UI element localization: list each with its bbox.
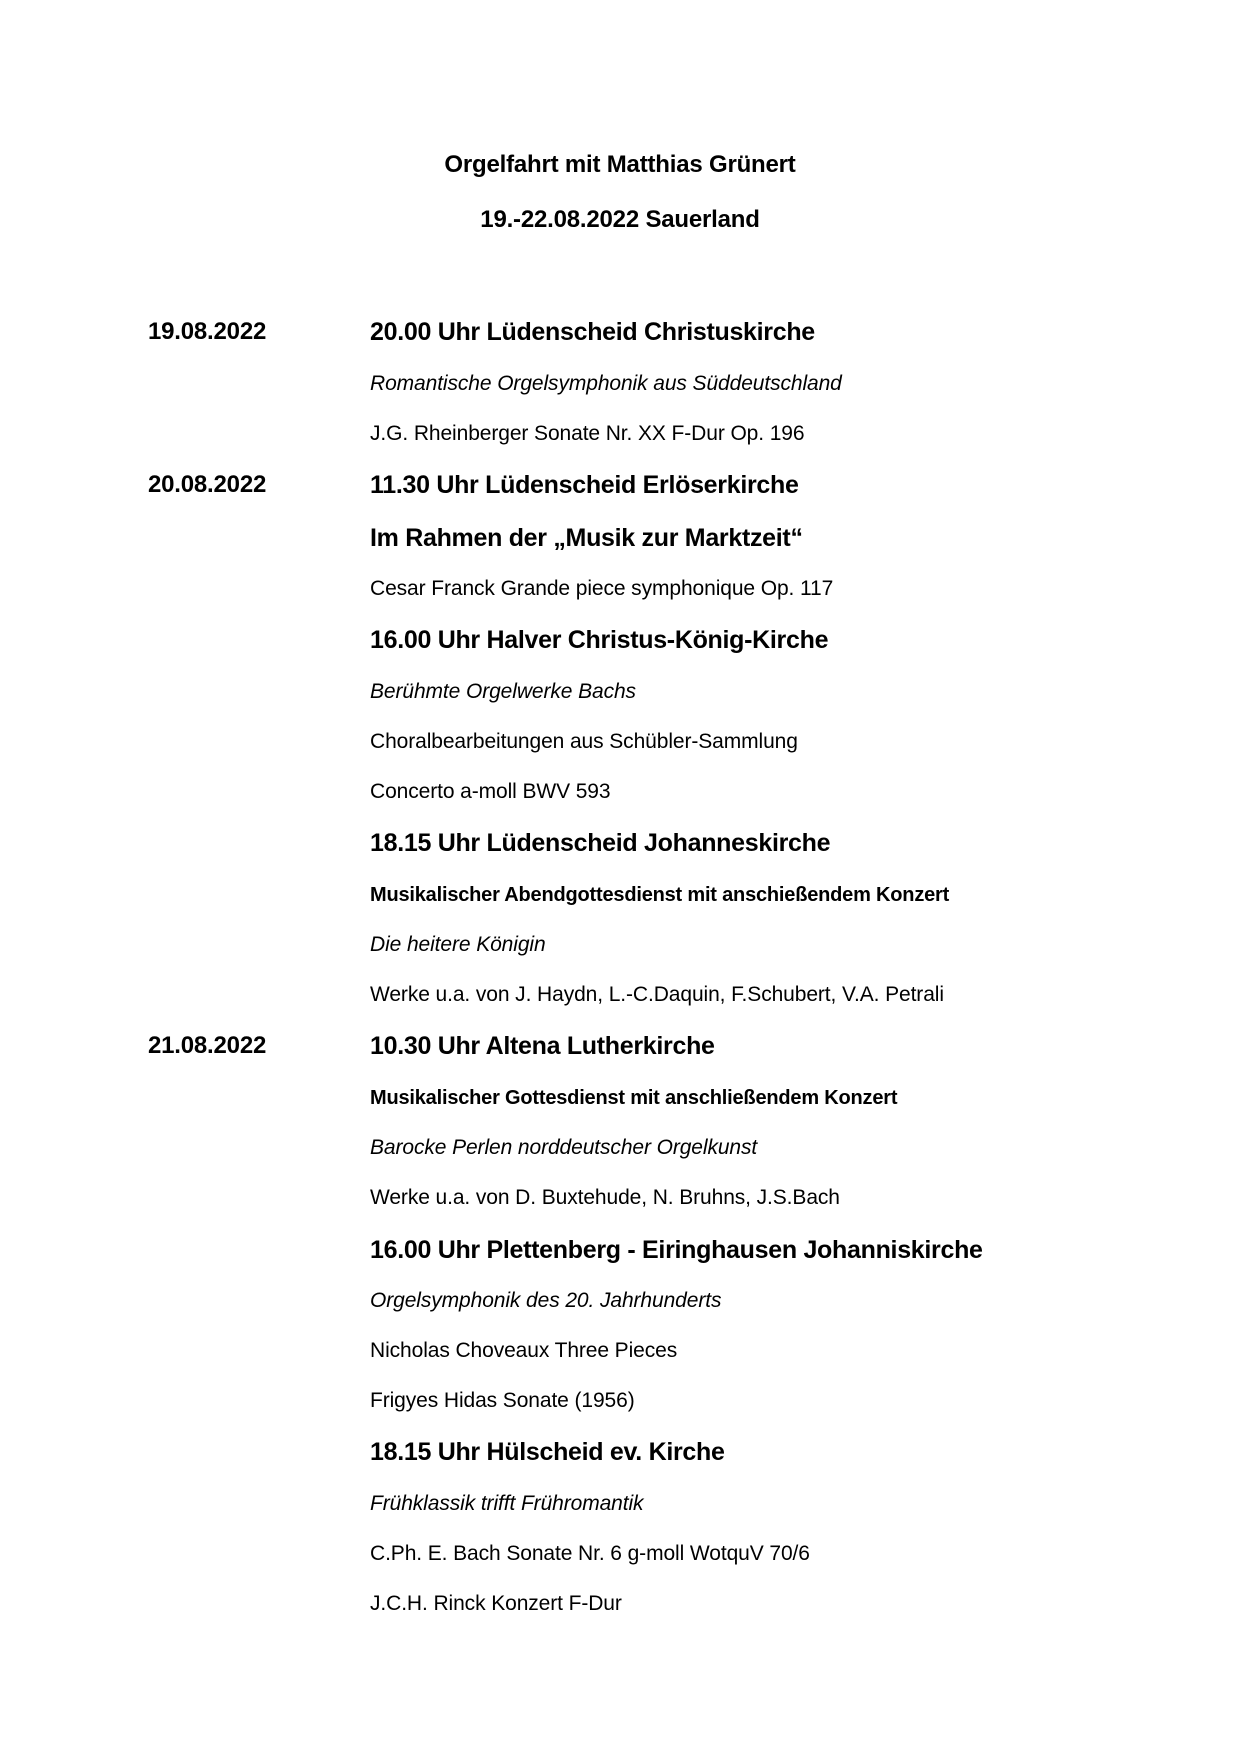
schedule-row: [0, 1078, 1240, 1118]
program-motto: Barocke Perlen norddeutscher Orgelkunst: [370, 1136, 758, 1159]
program-piece: J.G. Rheinberger Sonate Nr. XX F-Dur Op. 196: [370, 422, 805, 445]
event-heading: 20.00 Uhr Lüdenscheid Christuskirche: [370, 318, 815, 346]
program-piece: C.Ph. E. Bach Sonate Nr. 6 g-moll WotquV 70/6: [370, 1542, 810, 1565]
event-heading: 11.30 Uhr Lüdenscheid Erlöserkirche: [370, 471, 799, 499]
schedule-row: [0, 1331, 1240, 1371]
schedule-row: [0, 722, 1240, 762]
program-piece: Cesar Franck Grande piece symphonique Op. 117: [370, 577, 834, 600]
event-date: 20.08.2022: [148, 471, 267, 498]
schedule-row: [0, 312, 1240, 352]
event-heading: 16.00 Uhr Halver Christus-König-Kirche: [370, 626, 829, 654]
schedule-row: [0, 975, 1240, 1015]
event-date: 21.08.2022: [148, 1032, 267, 1059]
program-motto: Romantische Orgelsymphonik aus Süddeutschland: [370, 372, 842, 395]
schedule-row: [0, 465, 1240, 505]
event-date: 19.08.2022: [148, 318, 267, 345]
event-heading: Im Rahmen der „Musik zur Marktzeit“: [370, 524, 803, 552]
schedule-row: [0, 1128, 1240, 1168]
document-title: Orgelfahrt mit Matthias Grünert: [444, 151, 796, 178]
event-heading: 10.30 Uhr Altena Lutherkirche: [370, 1032, 715, 1060]
program-piece: Nicholas Choveaux Three Pieces: [370, 1339, 678, 1362]
program-piece: Concerto a-moll BWV 593: [370, 780, 611, 803]
event-heading: 18.15 Uhr Hülscheid ev. Kirche: [370, 1438, 725, 1466]
program-piece: Choralbearbeitungen aus Schübler-Sammlung: [370, 730, 798, 753]
schedule-row: [0, 823, 1240, 863]
program-piece: Frigyes Hidas Sonate (1956): [370, 1389, 635, 1412]
schedule-row: [0, 569, 1240, 609]
schedule-row: [0, 620, 1240, 660]
schedule-row: [0, 1432, 1240, 1472]
schedule-row: [0, 1484, 1240, 1524]
program-motto: Die heitere Königin: [370, 933, 546, 956]
service-note: Musikalischer Gottesdienst mit anschließendem Konzert: [370, 1087, 898, 1109]
program-piece: Werke u.a. von D. Buxtehude, N. Bruhns, J.S.Bach: [370, 1186, 840, 1209]
schedule-row: [0, 1230, 1240, 1270]
schedule-row: [0, 1534, 1240, 1574]
schedule-row: [0, 1381, 1240, 1421]
schedule-row: [0, 772, 1240, 812]
schedule-row: [0, 1584, 1240, 1624]
schedule-row: [0, 1281, 1240, 1321]
program-motto: Berühmte Orgelwerke Bachs: [370, 680, 636, 703]
service-note: Musikalischer Abendgottesdienst mit anschießendem Konzert: [370, 884, 950, 906]
schedule-row: [0, 518, 1240, 558]
program-motto: Orgelsymphonik des 20. Jahrhunderts: [370, 1289, 722, 1312]
schedule-row: [0, 925, 1240, 965]
schedule-row: [0, 672, 1240, 712]
program-motto: Frühklassik trifft Frühromantik: [370, 1492, 644, 1515]
event-heading: 16.00 Uhr Plettenberg - Eiringhausen Johanniskirche: [370, 1236, 983, 1264]
program-piece: Werke u.a. von J. Haydn, L.-C.Daquin, F.Schubert, V.A. Petrali: [370, 983, 944, 1006]
schedule-row: [0, 1026, 1240, 1066]
schedule-row: [0, 875, 1240, 915]
schedule-row: [0, 414, 1240, 454]
program-piece: J.C.H. Rinck Konzert F-Dur: [370, 1592, 622, 1615]
event-heading: 18.15 Uhr Lüdenscheid Johanneskirche: [370, 829, 831, 857]
schedule-row: [0, 1178, 1240, 1218]
document-subtitle: 19.-22.08.2022 Sauerland: [480, 206, 760, 233]
schedule-row: [0, 364, 1240, 404]
document-header: [0, 148, 1240, 237]
